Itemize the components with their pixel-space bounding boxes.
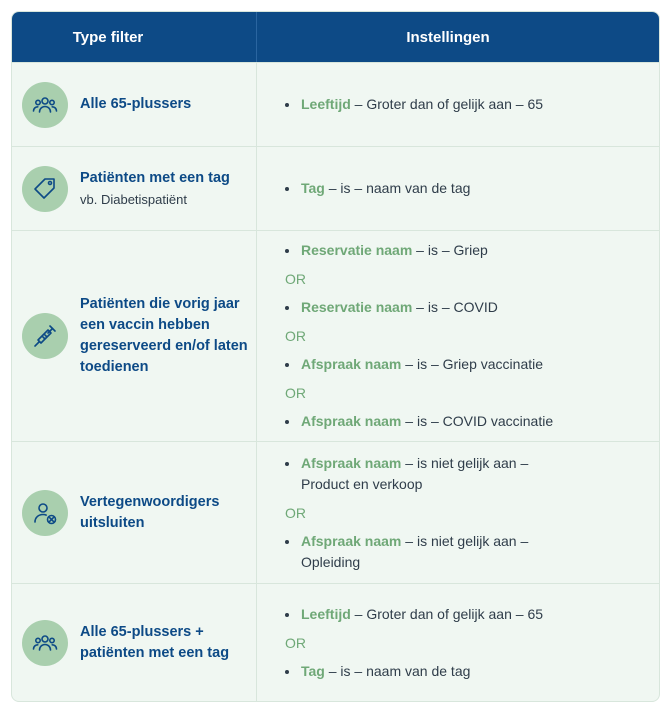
settings-cell: [257, 442, 659, 583]
or-separator: OR: [285, 328, 306, 344]
list-item: Tag – is – naam van de tag: [285, 178, 659, 199]
list-item: Afspraak naam – is niet gelijk aan – Product en verkoop: [285, 453, 659, 495]
people-group-icon: [22, 620, 68, 666]
header-type-filter: Type filter: [12, 12, 257, 62]
user-exclude-icon: [22, 490, 68, 536]
filter-title: Alle 65-plussers: [80, 96, 192, 112]
filter-subtitle: vb. Diabetispatiënt: [80, 191, 187, 207]
filter-table: [11, 11, 660, 702]
filter-cell: [12, 147, 257, 230]
filter-title: Alle 65-plussers + patiënten met een tag: [80, 623, 230, 661]
table-row: [12, 62, 659, 146]
list-item: Reservatie naam – is – Griep: [285, 240, 659, 261]
settings-cell: [257, 584, 659, 701]
filter-title: Vertegenwoordigers uitsluiten: [80, 493, 220, 531]
filter-title: Patiënten die vorig jaar een vaccin hebben gereserveerd en/of laten toedienen: [80, 296, 248, 375]
list-item: Tag – is – naam van de tag: [285, 661, 659, 682]
or-separator: OR: [285, 504, 306, 521]
syringe-icon: [22, 313, 68, 359]
list-item: Reservatie naam – is – COVID: [285, 297, 659, 318]
or-separator: OR: [285, 271, 306, 287]
list-item: Leeftijd – Groter dan of gelijk aan – 65: [285, 94, 659, 115]
list-item: Leeftijd – Groter dan of gelijk aan – 65: [285, 604, 659, 625]
or-separator: OR: [285, 634, 306, 651]
tag-icon: [22, 166, 68, 212]
settings-cell: [257, 63, 659, 146]
people-group-icon: [22, 82, 68, 128]
header-settings: Instellingen: [406, 28, 490, 46]
filter-cell: [12, 442, 257, 583]
filter-cell: [12, 231, 257, 441]
or-separator: OR: [285, 385, 306, 401]
table-row: [12, 441, 659, 583]
table-header: [12, 12, 659, 62]
list-item: Afspraak naam – is niet gelijk aan – Opleiding: [285, 531, 659, 573]
table-row: [12, 146, 659, 230]
filter-title: Patiënten met een tag: [80, 169, 230, 186]
filter-cell: [12, 63, 257, 146]
filter-cell: [12, 584, 257, 701]
settings-cell: [257, 231, 659, 441]
table-row: [12, 230, 659, 441]
list-item: Afspraak naam – is – COVID vaccinatie: [285, 411, 659, 432]
table-row: [12, 583, 659, 701]
list-item: Afspraak naam – is – Griep vaccinatie: [285, 354, 659, 375]
settings-cell: [257, 147, 659, 230]
